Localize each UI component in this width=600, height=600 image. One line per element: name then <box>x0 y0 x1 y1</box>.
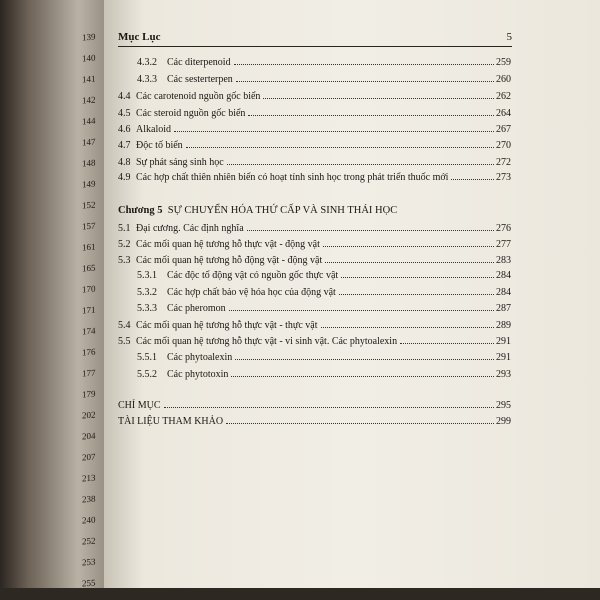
toc-entry <box>118 223 511 237</box>
left-page-fragment: 238 <box>82 493 96 505</box>
left-page-edge <box>0 0 112 600</box>
toc-entry-text: Các phytoalexin <box>167 352 233 363</box>
toc-entry-page: 287 <box>496 303 511 314</box>
left-page-fragment: 253 <box>82 556 96 568</box>
leader-dots <box>174 131 494 132</box>
toc-entry-page: 283 <box>496 255 511 266</box>
toc-entry-text: Các pheromon <box>167 303 226 314</box>
leader-dots <box>164 407 494 408</box>
toc-entry-page: 277 <box>496 239 511 250</box>
leader-dots <box>226 423 494 424</box>
leader-dots <box>339 294 494 295</box>
toc-entry-page: 284 <box>496 287 511 298</box>
toc-entry-text: Các mối quan hệ tương hỗ thực vật - vi sinh vật. Các phytoalexin <box>136 336 398 347</box>
toc-entry <box>118 239 511 253</box>
left-page-fragment: 144 <box>82 115 96 127</box>
toc-entry-page: 284 <box>496 270 511 281</box>
toc-entry-text: Sự phát sáng sinh học <box>136 157 224 168</box>
chapter-label: Chương 5 <box>118 205 163 216</box>
toc-entry-text: TÀI LIỆU THAM KHẢO <box>118 416 224 427</box>
left-page-fragment: 140 <box>82 52 96 64</box>
toc-entry-page: 273 <box>496 172 511 183</box>
toc-entry-text: Các mối quan hệ tương hỗ thực vật - thực vật <box>136 320 318 331</box>
toc-entry-number: 4.7 <box>118 140 131 151</box>
toc-entry <box>137 270 511 284</box>
toc-entry-page: 264 <box>496 108 511 119</box>
left-page-fragment: 179 <box>82 388 96 400</box>
toc-entry-number: 4.9 <box>118 172 131 183</box>
left-page-fragment: 147 <box>82 136 96 148</box>
toc-entry-number: 5.4 <box>118 320 131 331</box>
toc-entry <box>137 303 511 317</box>
toc-entry-number: 5.3 <box>118 255 131 266</box>
left-page-fragment: 176 <box>82 346 96 358</box>
leader-dots <box>341 277 494 278</box>
toc-entry-number: 5.5 <box>118 336 131 347</box>
toc-entry-page: 291 <box>496 352 511 363</box>
toc-entry-number: 5.1 <box>118 223 131 234</box>
toc-entry-text: Alkaloid <box>136 124 171 135</box>
toc-entry-number: 5.5.2 <box>137 369 157 380</box>
left-page-fragment: 174 <box>82 325 96 337</box>
toc-entry <box>137 287 511 301</box>
toc-entry-text: Các hợp chất bảo vệ hóa học của động vật <box>167 287 336 298</box>
toc-entry <box>118 320 511 334</box>
toc-entry-number: 4.6 <box>118 124 131 135</box>
leader-dots <box>323 246 494 247</box>
toc-entry-text: Các phytotoxin <box>167 369 229 380</box>
running-header <box>118 28 512 47</box>
toc-entry-text: Các steroid nguồn gốc biển <box>136 108 246 119</box>
toc-entry-page: 293 <box>496 369 511 380</box>
toc-entry-number: 5.3.3 <box>137 303 157 314</box>
page-number: 5 <box>506 31 512 43</box>
toc-entry <box>118 157 511 171</box>
left-page-fragment: 213 <box>82 472 96 484</box>
left-page-fragment: 149 <box>82 178 96 190</box>
toc-entry <box>118 140 511 154</box>
toc-entry <box>137 57 511 71</box>
toc-entry <box>118 336 511 350</box>
left-page-fragment: 255 <box>82 577 96 589</box>
toc-entry-text: Độc tố biển <box>136 140 183 151</box>
toc-entry-page: 291 <box>496 336 511 347</box>
leader-dots <box>235 359 494 360</box>
page-title: Mục Lục <box>118 31 161 43</box>
left-page-fragment: 139 <box>82 31 96 43</box>
toc-entry-page: 289 <box>496 320 511 331</box>
toc-entry-text: Các mối quan hệ tương hỗ thực vật - động vật <box>136 239 320 250</box>
toc-entry <box>137 369 511 383</box>
toc-entry <box>118 255 511 269</box>
toc-entry-number: 5.2 <box>118 239 131 250</box>
toc-entry-number: 5.5.1 <box>137 352 157 363</box>
leader-dots <box>325 262 494 263</box>
bottom-shadow <box>0 588 600 600</box>
leader-dots <box>234 64 494 65</box>
toc-entry-page: 295 <box>496 400 511 411</box>
chapter-title: SỰ CHUYỂN HÓA THỨ CẤP VÀ SINH THÁI HỌC <box>167 205 398 216</box>
left-page-fragment: 177 <box>82 367 96 379</box>
toc-entry-number: 4.3.3 <box>137 74 157 85</box>
toc-entry-number: 4.5 <box>118 108 131 119</box>
leader-dots <box>263 98 494 99</box>
toc-entry-page: 270 <box>496 140 511 151</box>
toc-entry-number: 5.3.2 <box>137 287 157 298</box>
toc-entry-page: 259 <box>496 57 511 68</box>
leader-dots <box>229 310 494 311</box>
toc-entry <box>137 74 511 88</box>
toc-entry <box>118 172 511 186</box>
left-page-fragment: 157 <box>82 220 96 232</box>
left-page-fragment: 142 <box>82 94 96 106</box>
toc-entry <box>118 416 511 430</box>
toc-entry-page: 276 <box>496 223 511 234</box>
toc-entry-text: CHỈ MỤC <box>118 400 161 411</box>
leader-dots <box>231 376 494 377</box>
leader-dots <box>248 115 494 116</box>
toc-entry-text: Các diterpenoid <box>167 57 231 68</box>
leader-dots <box>236 81 494 82</box>
chapter-heading <box>118 205 397 216</box>
toc-entry-page: 262 <box>496 91 511 102</box>
toc-entry <box>137 352 511 366</box>
toc-entry-text: Đại cương. Các định nghĩa <box>136 223 244 234</box>
left-page-fragment: 148 <box>82 157 96 169</box>
leader-dots <box>451 179 494 180</box>
toc-entry-number: 4.4 <box>118 91 131 102</box>
left-page-fragment: 170 <box>82 283 96 295</box>
left-page-fragment: 161 <box>82 241 96 253</box>
toc-entry <box>118 400 511 414</box>
leader-dots <box>247 230 494 231</box>
toc-entry-page: 267 <box>496 124 511 135</box>
toc-entry-number: 4.8 <box>118 157 131 168</box>
toc-entry <box>118 91 511 105</box>
left-page-fragment: 171 <box>82 304 96 316</box>
toc-entry-text: Các carotenoid nguồn gốc biển <box>136 91 261 102</box>
toc-entry-text: Các mối quan hệ tương hỗ động vật - động vật <box>136 255 323 266</box>
toc-entry-number: 4.3.2 <box>137 57 157 68</box>
left-page-fragment: 202 <box>82 409 96 421</box>
toc-entry-page: 260 <box>496 74 511 85</box>
leader-dots <box>321 327 494 328</box>
left-page-fragment: 152 <box>82 199 96 211</box>
toc-entry-page: 299 <box>496 416 511 427</box>
toc-entry-text: Các sesterterpen <box>167 74 233 85</box>
left-page-fragment: 252 <box>82 535 96 547</box>
toc-entry <box>118 108 511 122</box>
left-page-fragment: 240 <box>82 514 96 526</box>
left-page-fragment: 204 <box>82 430 96 442</box>
left-page-fragment: 165 <box>82 262 96 274</box>
leader-dots <box>227 164 494 165</box>
toc-entry-number: 5.3.1 <box>137 270 157 281</box>
toc-entry <box>118 124 511 138</box>
toc-entry-text: Các độc tố động vật có nguồn gốc thực vật <box>167 270 339 281</box>
toc-entry-text: Các hợp chất thiên nhiên biển có hoạt tính sinh học trong phát triển thuốc mới <box>136 172 449 183</box>
left-page-fragment: 141 <box>82 73 96 85</box>
left-page-fragment: 207 <box>82 451 96 463</box>
leader-dots <box>186 147 494 148</box>
leader-dots <box>400 343 494 344</box>
toc-entry-page: 272 <box>496 157 511 168</box>
